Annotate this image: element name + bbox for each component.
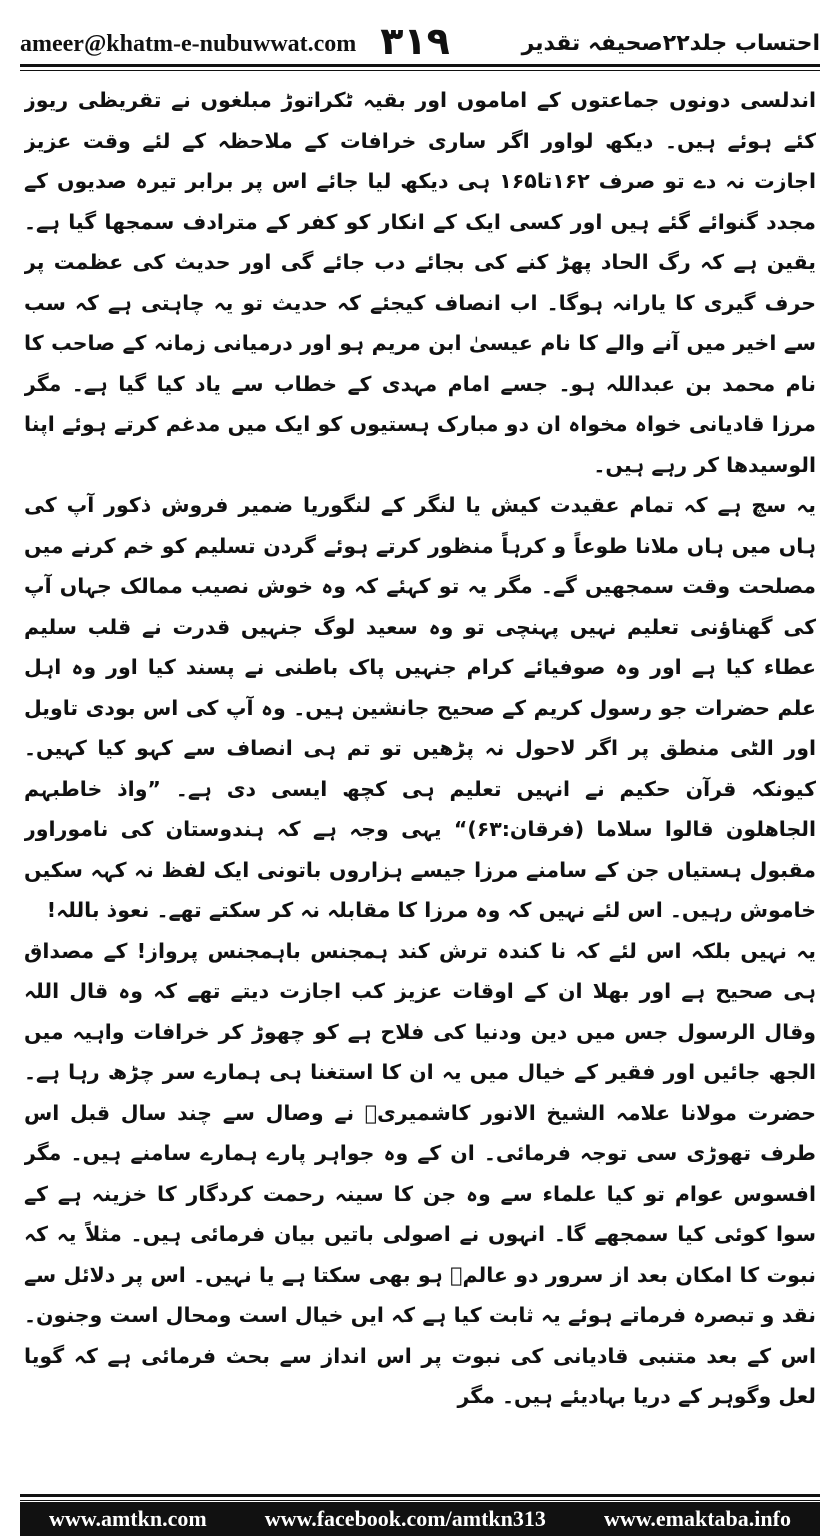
page-header <box>20 14 820 63</box>
page-number: ۳۱۹ <box>380 19 450 63</box>
page-body <box>24 80 816 1480</box>
header-left <box>20 19 450 63</box>
footer-link-facebook[interactable]: www.facebook.com/amtkn313 <box>264 1506 546 1531</box>
footer-divider <box>20 1494 820 1501</box>
header-divider <box>20 64 820 71</box>
book-title: احتساب جلد۲۲صحیفہ تقدیر <box>521 31 820 56</box>
paragraph-2: یہ سچ ہے کہ تمام عقیدت کیش یا لنگر کے لنگوریا ضمیر فروش ذکور آپ کی ہاں میں ہاں ملانا طوعاً و کرہاً منظور کرتے ہوئے گردن تسلیم کو خم کرنے میں مصلحت وقت سمجھیں گے۔ مگر یہ تو کہئے کہ وہ خوش نصیب ممالک جہاں آپ کی گھناؤنی تعلیم نہیں پہنچی تو وہ سعید لوگ جنہیں قدرت نے قلب سلیم عطاء کیا ہے اور وہ صوفیائے کرام جنہیں پاک باطنی نے پسند کیا اور وہ اہل علم حضرات جو رسول کریم کے صحیح جانشین ہیں۔ وہ آپ کی اس بودی تاویل اور الٹی منطق پر اگر لاحول نہ پڑھیں تو تم ہی انصاف سے کہو کیا کہیں۔ کیونکہ قرآن حکیم نے انہیں تعلیم ہی کچھ ایسی دی ہے۔ ”واذ خاطبہم الجاھلون قالوا سلاما (فرقان:۶۳)“ یہی وجہ ہے کہ ہندوستان کی ناموراور مقبول ہستیاں جن کے سامنے مرزا جیسے ہزاروں باتونی ایک لفظ نہ کہہ سکیں خاموش رہیں۔ اس لئے نہیں کہ وہ مرزا کا مقابلہ نہ کر سکتے تھے۔ نعوذ باللہ! <box>24 493 816 922</box>
header-email[interactable]: ameer@khatm-e-nubuwwat.com <box>20 31 357 57</box>
footer-link-amtkn[interactable]: www.amtkn.com <box>49 1506 207 1531</box>
paragraph-3: یہ نہیں بلکہ اس لئے کہ نا کندہ ترش کند ہمجنس باہمجنس پرواز! کے مصداق ہی صحیح ہے اور بھلا ان کے اوقات عزیز کب اجازت دیتے تھے کہ وہ قال اللہ وقال الرسول جس میں دین ودنیا کی فلاح ہے کو چھوڑ کر خرافات واہیہ میں الجھ جائیں اور فقیر کے خیال میں یہ ان کا استغنا ہی ہمارے سر چڑھ رہا ہے۔ حضرت مولانا علامہ الشیخ الانور کاشمیریؒ نے وصال سے چند سال قبل اس طرف تھوڑی سی توجہ فرمائی۔ ان کے وہ جواہر پارے ہمارے سامنے ہیں۔ مگر افسوس عوام تو کیا علماء سے وہ جن کا سینہ رحمت کردگار کا خزینہ ہے کے سوا کوئی کیا سمجھے گا۔ انہوں نے اصولی باتیں بیان فرمائی ہیں۔ مثلاً یہ کہ نبوت کا امکان بعد از سرور دو عالمؐ ہو بھی سکتا ہے یا نہیں۔ اس پر دلائل سے نقد و تبصرہ فرماتے ہوئے یہ ثابت کیا ہے کہ ایں خیال است ومحال است وجنون۔ اس کے بعد متنبی قادیانی کی نبوت پر اس انداز سے بحث فرمائی ہے کہ گویا لعل وگوہر کے دریا بہادیئے ہیں۔ مگر <box>24 938 816 1408</box>
footer-link-emaktaba[interactable]: www.emaktaba.info <box>603 1506 791 1531</box>
page-footer <box>20 1502 820 1536</box>
paragraph-1: اندلسی دونوں جماعتوں کے اماموں اور بقیہ ٹکراتوڑ مبلغوں نے تقریظی ریوز کئے ہوئے ہیں۔ دیکھ لواور اگر ساری خرافات کے ملاحظہ کے لئے وقت عزیز اجازت نہ دے تو صرف ۱۶۲تا۱۶۵ ہی دیکھ لیا جائے اس پر برابر تیرہ صدیوں کے مجدد گنوائے گئے ہیں اور کسی ایک کے انکار کو کفر کے مترادف سمجھا گیا ہے۔ یقین ہے کہ رگ الحاد پھڑ کنے کی بجائے دب جائے گی اور حدیث کی عظمت پر حرف گیری کا یارانہ ہوگا۔ اب انصاف کیجئے کہ حدیث تو یہ چاہتی ہے کہ سب سے اخیر میں آنے والے کا نام عیسیٰ ابن مریم ہو اور درمیانی زمانہ کے صاحب کا نام محمد بن عبداللہ ہو۔ جسے امام مہدی کے خطاب سے یاد کیا گیا ہے۔ مگر مرزا قادیانی خواہ مخواہ ان دو مبارک ہستیوں کو ایک میں مدغم کرتے ہوئے اپنا الوسیدھا کر رہے ہیں۔ <box>24 88 816 477</box>
